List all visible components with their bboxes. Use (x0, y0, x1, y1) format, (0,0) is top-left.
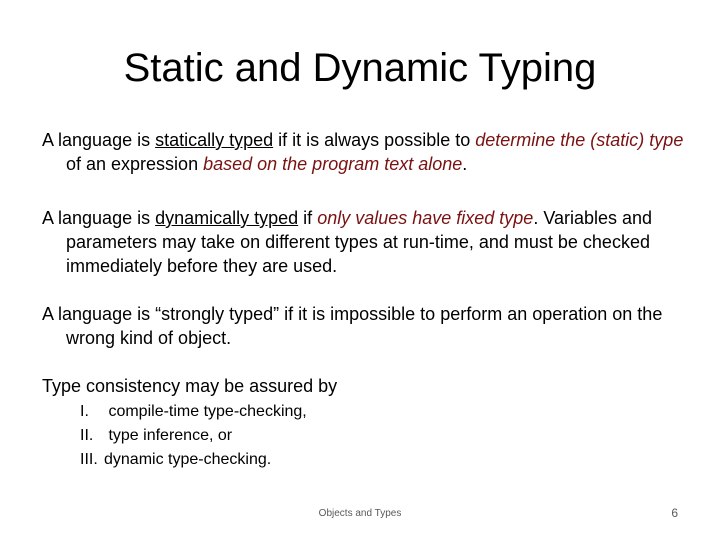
list-number: III. (80, 451, 98, 468)
text: Type consistency may be assured by (42, 376, 338, 396)
list-number: I. (80, 403, 89, 420)
paragraph-dynamic-typing (42, 206, 692, 278)
text: A language is (42, 130, 156, 150)
list-text: compile-time type-checking, (108, 403, 307, 420)
list-item (80, 424, 307, 448)
footer-text: Objects and Types (318, 508, 402, 519)
text: of an expression (66, 154, 204, 174)
term-statically-typed: statically typed (155, 130, 274, 150)
term-dynamically-typed: dynamically typed (155, 208, 299, 228)
list-text: type inference, or (108, 427, 233, 444)
type-consistency-list (80, 400, 307, 472)
emphasis-determine-type: determine the (static) type (475, 130, 684, 150)
emphasis-program-text: based on the program text alone (203, 154, 463, 174)
text: A language is “strongly typed” if it is impossible to perform an operation on the wrong kind of object. (42, 304, 663, 348)
text: if it is always possible to (273, 130, 476, 150)
paragraph-static-typing (42, 128, 692, 176)
list-item (80, 400, 307, 424)
paragraph-strong-typing (42, 302, 692, 350)
paragraph-type-consistency (42, 374, 692, 398)
list-number: II. (80, 427, 94, 444)
text: . Variables and parameters may take on different types at run-time, and must be checked immediately before they are used. (66, 208, 653, 276)
slide-title: Static and Dynamic Typing (123, 46, 597, 90)
text: . (462, 154, 468, 174)
emphasis-values-fixed-type: only values have fixed type (317, 208, 534, 228)
page-number: 6 (671, 506, 678, 520)
text: if (298, 208, 318, 228)
list-item (80, 448, 307, 472)
list-text: dynamic type-checking. (104, 451, 272, 468)
text: A language is (42, 208, 156, 228)
